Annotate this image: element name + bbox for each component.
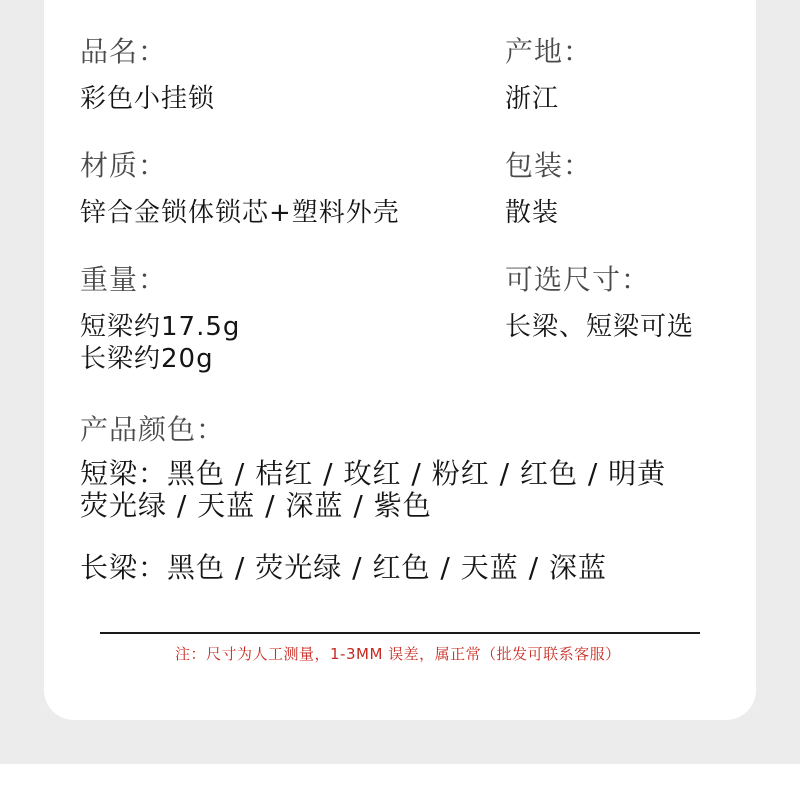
weight-value-short: 短梁约17.5g xyxy=(80,312,241,342)
sizes-label: 可选尺寸： xyxy=(505,263,651,296)
material-value: 锌合金锁体锁芯+塑料外壳 xyxy=(80,198,400,228)
name-value: 彩色小挂锁 xyxy=(80,84,216,114)
sizes-value: 长梁、短梁可选 xyxy=(505,312,695,342)
weight-label: 重量： xyxy=(80,263,168,296)
material-label: 材质： xyxy=(80,149,168,182)
short-colors-line-1: 短梁：黑色 / 桔红 / 玫红 / 粉红 / 红色 / 明黄 xyxy=(80,457,667,490)
bottom-strip xyxy=(0,764,800,800)
short-colors-line-2: 荧光绿 / 天蓝 / 深蓝 / 紫色 xyxy=(80,489,432,522)
divider xyxy=(100,632,700,634)
packaging-label: 包装： xyxy=(505,149,593,182)
origin-label: 产地： xyxy=(505,35,593,68)
colors-label: 产品颜色： xyxy=(80,413,226,446)
origin-value: 浙江 xyxy=(505,84,560,114)
weight-value-long: 长梁约20g xyxy=(80,344,214,374)
packaging-value: 散装 xyxy=(505,198,560,228)
measurement-note: 注：尺寸为人工测量，1-3MM 误差，属正常（批发可联系客服） xyxy=(175,645,621,663)
long-colors-line: 长梁：黑色 / 荧光绿 / 红色 / 天蓝 / 深蓝 xyxy=(80,551,607,584)
name-label: 品名： xyxy=(80,35,168,68)
